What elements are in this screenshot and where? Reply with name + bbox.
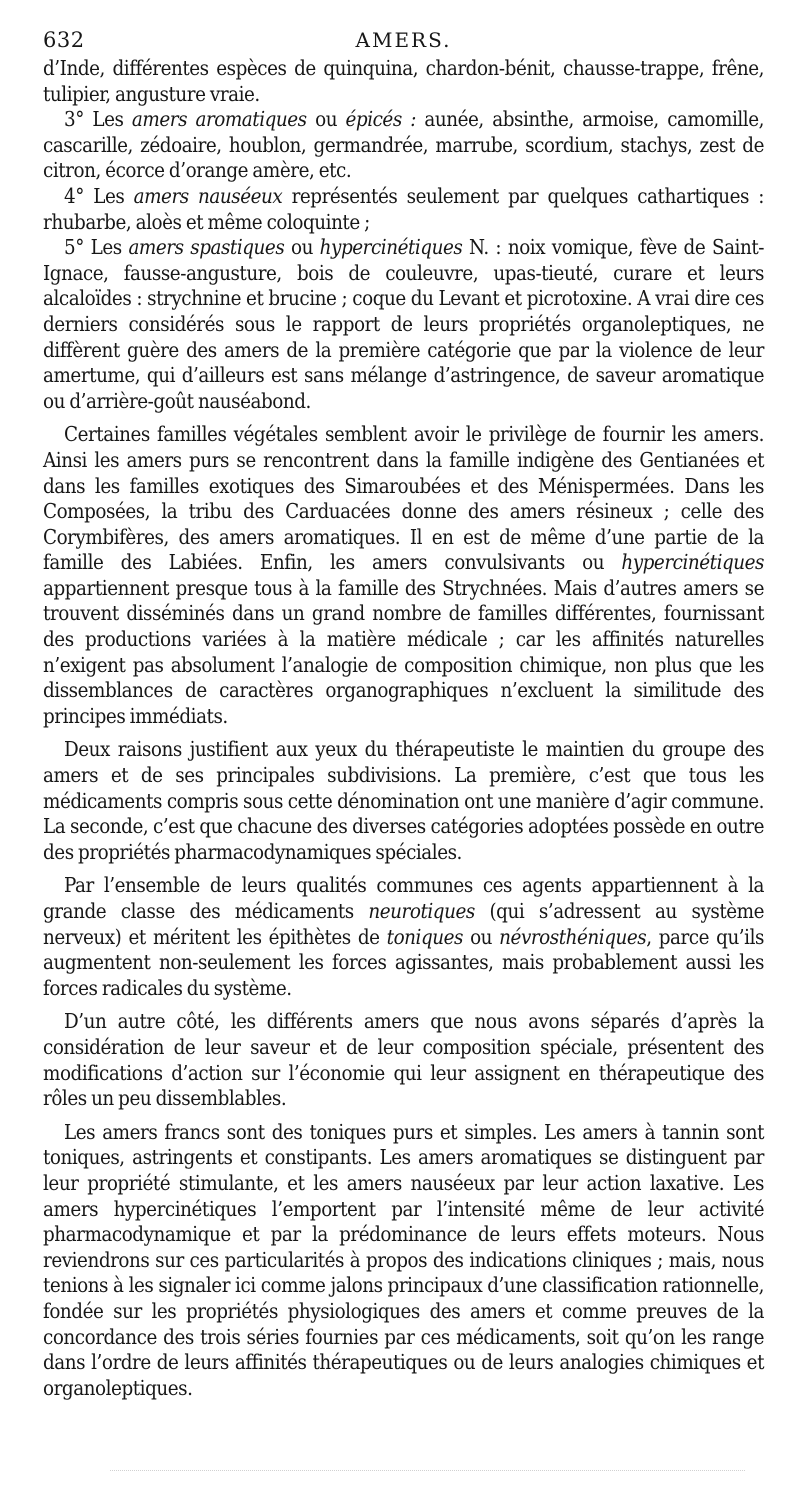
italic-term: névrosthéniques	[499, 924, 647, 949]
paragraph	[43, 184, 764, 235]
bleed-through-rule	[110, 1470, 745, 1471]
text-run: ou	[284, 235, 320, 260]
page-number: 632	[43, 28, 85, 52]
text-run: ou	[462, 924, 500, 949]
paragraph	[43, 1120, 764, 1402]
paragraph	[43, 422, 764, 729]
text-run: Deux raisons justifient aux yeux du thérapeutiste le maintien du groupe des amers et de ses principales subdivisions. La première, c’est que tous les médicaments compris sous cette dénomination ont une manière d’agir commune. La seconde, c’est que chacune des diverses catégories adoptées possède en outre des propriétés pharmacodynamiques spéciales.	[43, 737, 764, 864]
paragraph	[43, 737, 764, 865]
text-run: aunée, absinthe, armoise, camomille, cascarille, zédoaire, houblon, germandrée, marrube, scordium, stachys, zest de citron, écorce d’orange amère, etc.	[43, 107, 764, 183]
text-run: d’Inde, différentes espèces de quinquina, chardon-bénit, chausse-trappe, frêne, tulipier, angusture vraie.	[43, 56, 764, 106]
text-run: Les amers francs sont des toniques purs et simples. Les amers à tannin sont toniques, astringents et constipants. Les amers aromatiques se distinguent par leur propriété stimulante, et les amers nauséeux par leur action laxative. Les amers hypercinétiques l’emportent par l’intensité même de leur activité pharmacodynamique et par la prédominance de leurs effets moteurs. Nous reviendrons sur ces particularités à propos des indications cliniques ; mais, nous tenions à les signaler ici comme jalons principaux d’une classification rationnelle, fondée sur les propriétés physiologiques des amers et comme preuves de la concordance des trois séries fournies par ces médicaments, soit qu’on les range dans l’ordre de leurs affinités thérapeutiques ou de leurs analogies chimiques et organoleptiques.	[43, 1119, 764, 1400]
text-run: (qui s’adressent au système nerveux) et méritent les épithètes de	[43, 899, 764, 949]
text-run: D’un autre côté, les différents amers que nous avons séparés d’après la considération de leur saveur et de leur composition spéciale, présentent des modifications d’action sur l’économie qui leur assignent en thérapeutique des rôles un peu dissemblables.	[43, 1009, 764, 1111]
paragraph	[43, 107, 764, 184]
text-run: , parce qu’ils augmentent non-seulement les forces agissantes, mais probablement aussi les forces radicales du système.	[43, 924, 764, 1000]
italic-term: amers spastiques	[128, 235, 285, 260]
text-run: 5° Les	[64, 235, 129, 260]
text-run: 4° Les	[64, 183, 134, 208]
page-header	[43, 28, 764, 54]
italic-term: toniques	[386, 924, 463, 949]
text-run: Par l’ensemble de leurs qualités communes ces agents appartiennent à la grande classe des médicaments	[43, 873, 764, 923]
paragraph	[43, 235, 764, 414]
italic-term: hypercinétiques	[621, 550, 764, 575]
text-run: représentés seulement par quelques cathartiques : rhubarbe, aloès et même coloquinte ;	[43, 183, 765, 234]
running-title: AMERS.	[355, 28, 452, 52]
italic-term: hypercinétiques	[319, 235, 463, 260]
italic-term: amers aromatiques	[131, 107, 307, 132]
text-run: ou	[306, 107, 346, 132]
italic-term: amers nauséeux	[133, 183, 283, 208]
paragraph	[43, 873, 764, 1001]
italic-term: neurotiques	[368, 899, 475, 923]
text-run: appartiennent presque tous à la famille des Strychnées. Mais d’autres amers se trouvent disséminés dans un grand nombre de familles différentes, fournissant des productions variées à la matière médicale ; car les affinités naturelles n’exigent pas absolument l’analogie de composition chimique, non plus que les dissemblances de caractères organographiques n’excluent la similitude des principes immédiats.	[43, 575, 764, 728]
italic-term: épicés :	[345, 107, 416, 132]
text-run: 3° Les	[64, 107, 132, 132]
text-run: N. : noix vomique, fève de Saint-Ignace, fausse-angusture, bois de couleuvre, upas-tieuté, curare et leurs alcaloïdes : strychnine et brucine ; coque du Levant et picrotoxine. A vrai dire ces derniers considérés sous le rapport de leurs propriétés organoleptiques, ne diffèrent guère des amers de la première catégorie que par la violence de leur amertume, qui d’ailleurs est sans mélange d’astringence, de saveur aromatique ou d’arrière-goût nauséabond.	[43, 235, 764, 413]
text-run: Certaines familles végétales semblent avoir le privilège de fournir les amers. Ainsi les amers purs se rencontrent dans la famille indigène des Gentianées et dans les familles exotiques des Simaroubées et des Ménispermées. Dans les Composées, la tribu des Carduacées donne des amers résineux ; celle des Corymbifères, des amers aromatiques. Il en est de même d’une partie de la famille des Labiées. Enfin, les amers convulsivants ou	[43, 422, 764, 575]
paragraph	[43, 56, 764, 107]
paragraph	[43, 1009, 764, 1111]
body-text	[43, 56, 764, 1401]
